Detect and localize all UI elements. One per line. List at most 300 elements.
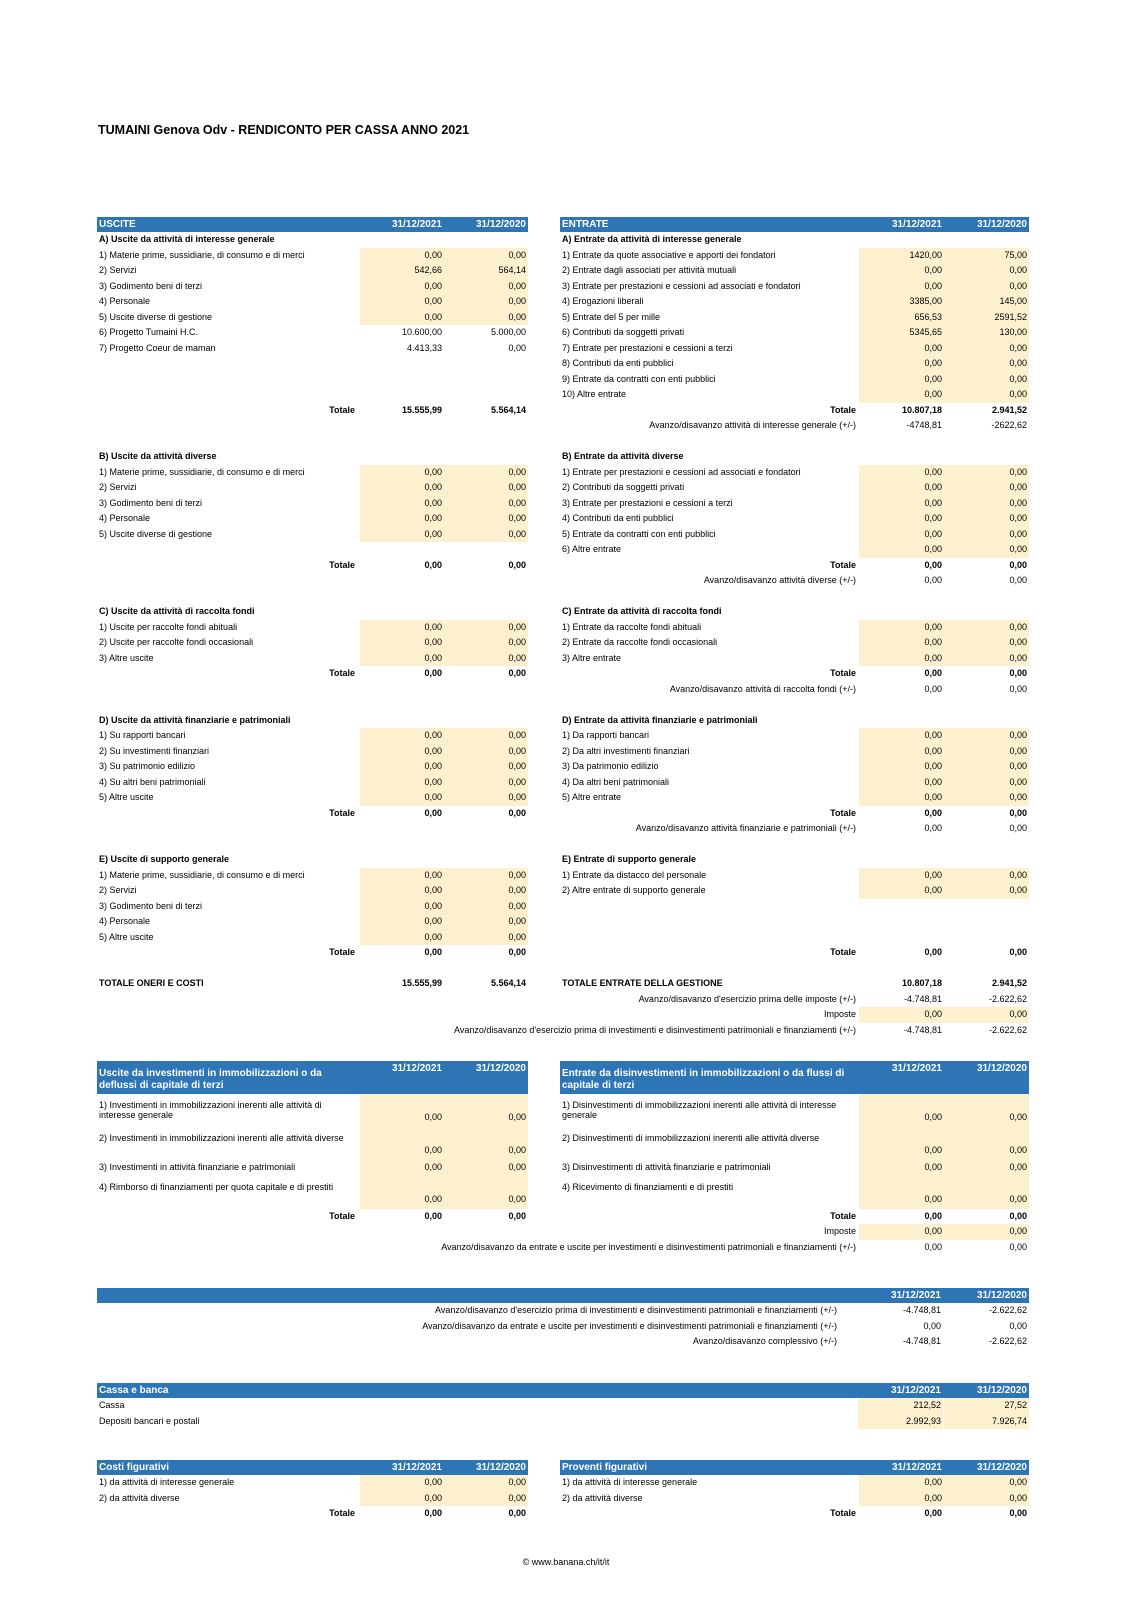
value-2021: 0,00 [859,1094,944,1127]
table-row [560,294,1029,310]
table-row [97,496,528,512]
table-row [97,713,528,729]
value-2020: 0,00 [944,1094,1029,1127]
table-row [97,744,528,760]
value-2020: 0,00 [508,1508,526,1518]
value-2021: 0,00 [360,930,444,946]
table-row [560,604,1029,620]
row-label: Totale [830,404,856,415]
value-2020: 0,00 [444,651,528,667]
row-label: 1) Entrate per prestazioni e cessioni ad associati e fondatori [562,466,801,477]
row-label: 3) Godimento beni di terzi [99,900,203,911]
value-2021: 0,00 [859,263,944,279]
row-label: Totale [830,559,856,570]
value-2020: 0,00 [944,759,1029,775]
table-row [560,790,1029,806]
table-row [560,837,1029,853]
row-label: 7) Progetto Coeur de maman [99,342,216,353]
value-2021: 0,00 [360,1160,444,1176]
row-label: 3) Su patrimonio edilizio [99,761,196,771]
table-row [97,1319,1029,1335]
row-label: 9) Entrate da contratti con enti pubblici [562,373,716,384]
row-label: 4) Erogazioni liberali [562,296,644,306]
value-2020: 0,00 [944,744,1029,760]
value-2021: 0,00 [859,1475,944,1491]
table-row [560,1127,1029,1160]
value-2021: 0,00 [859,651,944,667]
value-2021: 0,00 [859,496,944,512]
row-label: Entrate da disinvestimenti in immobilizzazioni o da flussi di capitale di terzi [562,1068,845,1091]
row-label: 7) Entrate per prestazioni e cessioni a terzi [562,342,733,353]
table-row [560,1491,1029,1507]
value-2021: 0,00 [424,1508,442,1518]
value-2020: 0,00 [944,651,1029,667]
row-label: 3) Altre entrate [562,652,622,663]
value-2020: 0,00 [508,807,526,818]
row-label: Totale [830,1508,856,1518]
value-2021: 0,00 [859,635,944,651]
row-label: Uscite da investimenti in immobilizzazioni o da deflussi di capitale di terzi [99,1068,322,1091]
row-label: 3) Entrate per prestazioni e cessioni a terzi [562,497,733,508]
value-2021: 0,00 [360,310,444,326]
table-row [97,527,528,543]
row-label: 1) Disinvestimenti di immobilizzazioni inerenti alle attività di interesse generale [562,1100,837,1120]
value-2020: 0,00 [444,883,528,899]
value-2020: 31/12/2020 [976,1290,1027,1301]
value-2021: 10.807,18 [901,978,942,988]
row-label: Avanzo/disavanzo attività finanziarie e patrimoniali (+/-) [635,823,856,833]
table-row [97,852,528,868]
table-row [560,403,1029,419]
row-label: Avanzo/disavanzo complessivo (+/-) [692,1336,837,1346]
row-label: 1) Entrate da quote associative e apporti dei fondatori [562,249,776,260]
row-label: 4) Personale [99,513,151,523]
table-row [97,449,528,465]
row-label: Depositi bancari e postali [99,1415,200,1426]
value-2021: 0,00 [859,372,944,388]
value-2021: 0,00 [424,947,442,957]
table-row [97,961,528,977]
value-2021: 0,00 [859,868,944,884]
row-label: 1) Entrate da distacco del personale [562,869,707,880]
table-header [560,217,1029,232]
value-2021: 0,00 [859,790,944,806]
row-label: 4) Contributi da enti pubblici [562,513,674,523]
value-2020: 0,00 [444,775,528,791]
row-label: 5) Altre uscite [99,792,154,802]
value-2020: 0,00 [444,1127,528,1160]
value-2021: 212,52 [858,1398,943,1414]
table-header [97,1383,1029,1398]
value-2021: 0,00 [360,465,444,481]
value-2021: 31/12/2021 [391,219,442,230]
value-2021: 0,00 [360,635,444,651]
row-label: Totale [329,1210,355,1221]
value-2020: 31/12/2020 [475,1462,526,1473]
value-2021: 15.555,99 [401,978,442,988]
value-2020: 0,00 [944,775,1029,791]
table-row [97,1414,1029,1430]
table-row [560,356,1029,372]
row-label: 2) Uscite per raccolte fondi occasionali [99,637,254,647]
row-label: 4) Ricevimento di finanziamenti e di prestiti [562,1181,734,1192]
table-row [97,1506,528,1522]
table-row [97,248,528,264]
value-2021: 0,00 [859,356,944,372]
value-2020: 0,00 [444,635,528,651]
table-row [97,341,528,357]
value-2021: 0,00 [859,1491,944,1507]
value-2020: 0,00 [444,1094,528,1127]
value-2021: 0,00 [360,527,444,543]
footer-link[interactable]: © www.banana.ch/it/it [522,1557,610,1567]
row-label: D) Uscite da attività finanziarie e patrimoniali [99,714,291,725]
table-row [97,279,528,295]
value-2021: 0,00 [424,559,442,570]
value-2021: 0,00 [859,744,944,760]
table-row [97,434,528,450]
value-2020: 0,00 [944,511,1029,527]
table-row [97,945,528,961]
value-2021: 31/12/2021 [891,219,942,230]
value-2020: 0,00 [508,342,526,353]
row-label: 2) Investimenti in immobilizzazioni inerenti alle attività diverse [99,1133,344,1143]
value-2021: 10.807,18 [901,404,942,415]
table-row [560,248,1029,264]
table-header [560,1061,1029,1094]
value-2020: 0,00 [944,1160,1029,1176]
table-row [97,914,528,930]
row-label: B) Uscite da attività diverse [99,451,217,461]
table-row [97,480,528,496]
table-row [560,1224,1029,1240]
table-row [560,372,1029,388]
table-row [97,604,528,620]
table-row [560,496,1029,512]
table-row [97,1094,528,1127]
table-row [560,387,1029,403]
table-row [97,1160,528,1176]
table-row [97,558,528,574]
value-2021: 31/12/2021 [391,1462,442,1473]
cassa-banca-table [97,1383,1029,1429]
value-2021: 3385,00 [859,294,944,310]
value-2021: 0,00 [859,1007,944,1023]
row-label: Avanzo/disavanzo attività di interesse generale (+/-) [649,420,856,430]
value-2021: 0,00 [360,1491,444,1507]
row-label: Totale [329,947,355,957]
table-row [560,589,1029,605]
row-label: Totale [329,668,355,678]
value-2021: 31/12/2021 [891,1063,942,1074]
value-2021: 0,00 [924,807,942,818]
row-label: 5) Uscite diverse di gestione [99,311,213,322]
table-row [97,775,528,791]
value-2021: 1420,00 [859,248,944,264]
value-2020: 0,00 [444,728,528,744]
row-label: Proventi figurativi [562,1462,648,1473]
value-2021: 0,00 [424,1210,442,1221]
value-2021: 0,00 [360,1094,444,1127]
value-2021: 0,00 [360,1176,444,1209]
row-label: 4) Da altri beni patrimoniali [562,776,670,787]
table-row [97,883,528,899]
row-label [97,1288,839,1303]
table-row [97,465,528,481]
value-2020: 0,00 [1009,823,1027,833]
table-row [560,527,1029,543]
row-label: Avanzo/disavanzo attività diverse (+/-) [703,575,856,585]
table-row [97,310,528,326]
table-row [560,899,1029,915]
value-2020: 564,14 [444,263,528,279]
table-row [560,930,1029,946]
table-row [97,697,528,713]
value-2020: 0,00 [944,728,1029,744]
value-2020: 0,00 [444,899,528,915]
value-2020: 0,00 [444,1176,528,1209]
row-label: Cassa e banca [99,1385,169,1396]
value-2021: 0,00 [859,1127,944,1160]
table-row [560,806,1029,822]
table-row [97,232,528,248]
table-row [97,976,528,992]
value-2020: 0,00 [944,1491,1029,1507]
value-2020: 0,00 [944,790,1029,806]
value-2020: 0,00 [444,465,528,481]
value-2021: 0,00 [859,1176,944,1209]
value-2020: 5.000,00 [490,327,526,337]
value-2020: -2.622,62 [988,1305,1027,1315]
table-row [560,1209,1029,1225]
table-row [97,372,528,388]
value-2021: 0,00 [360,620,444,636]
table-header [97,1288,1029,1303]
table-row [560,511,1029,527]
value-2020: 0,00 [444,294,528,310]
value-2020: 130,00 [944,325,1029,341]
value-2021: 31/12/2021 [890,1290,941,1301]
row-label: 5) Altre entrate [562,792,622,802]
value-2020: 5.564,14 [490,404,526,415]
table-header [560,1460,1029,1475]
value-2020: 31/12/2020 [976,1385,1027,1396]
value-2021: 31/12/2021 [891,1462,942,1473]
value-2020: 0,00 [444,759,528,775]
costi-figurativi-table [97,1460,528,1522]
value-2021: 15.555,99 [401,404,442,415]
value-2020: 0,00 [444,496,528,512]
table-row [97,511,528,527]
table-row [560,558,1029,574]
value-2020: 2591,52 [944,310,1029,326]
table-row [560,418,1029,434]
row-label: TOTALE ENTRATE DELLA GESTIONE [562,978,723,988]
table-row [560,1160,1029,1176]
value-2020: 31/12/2020 [475,219,526,230]
value-2021: 0,00 [859,1224,944,1240]
table-row [97,263,528,279]
table-row [560,1007,1029,1023]
value-2020: 0,00 [444,310,528,326]
row-label: Costi figurativi [99,1462,170,1473]
value-2020: 0,00 [1009,683,1027,694]
table-row [97,728,528,744]
value-2021: 656,53 [859,310,944,326]
value-2020: 0,00 [444,930,528,946]
value-2021: 0,00 [360,511,444,527]
value-2020: 0,00 [444,914,528,930]
table-row [97,868,528,884]
table-row [560,341,1029,357]
value-2021: 0,00 [859,1160,944,1176]
value-2020: 0,00 [1009,1508,1027,1518]
table-row [97,325,528,341]
table-row [560,651,1029,667]
table-row [560,480,1029,496]
value-2020: 0,00 [944,620,1029,636]
row-label: 3) Altre uscite [99,652,154,663]
row-label: 1) Materie prime, sussidiarie, di consumo e di merci [99,466,305,477]
row-label: 2) Contributi da soggetti privati [562,482,685,492]
value-2020: 0,00 [1009,559,1027,570]
row-label: 5) Entrate del 5 per mille [562,311,661,322]
table-row [560,728,1029,744]
value-2021: 0,00 [859,775,944,791]
table-row [97,589,528,605]
value-2020: 0,00 [1009,1320,1027,1331]
table-row [97,1127,528,1160]
value-2021: 4.413,33 [406,342,442,353]
row-label: E) Entrate di supporto generale [562,854,697,864]
value-2021: 0,00 [360,914,444,930]
value-2020: 0,00 [944,496,1029,512]
table-row [560,434,1029,450]
value-2020: 0,00 [508,947,526,957]
row-label: 1) Materie prime, sussidiarie, di consumo e di merci [99,869,305,880]
table-row [560,713,1029,729]
value-2021: 0,00 [360,294,444,310]
row-label: 1) da attività di interesse generale [562,1477,698,1487]
table-row [97,899,528,915]
table-row [97,837,528,853]
value-2021: 0,00 [924,1241,942,1252]
row-label: 6) Altre entrate [562,544,622,554]
row-label: 5) Entrate da contratti con enti pubblici [562,528,716,539]
row-label: Avanzo/disavanzo d'esercizio prima di investimenti e disinvestimenti patrimoniali e finanziamenti (+/-) [454,1024,856,1035]
value-2021: 0,00 [360,651,444,667]
value-2021: 0,00 [360,496,444,512]
value-2021: 10.600,00 [401,327,442,337]
table-row [97,1334,1029,1350]
page-title: TUMAINI Genova Odv - RENDICONTO PER CASSA ANNO 2021 [98,123,470,137]
value-2021: 0,00 [859,759,944,775]
table-row [560,821,1029,837]
table-header [97,1061,528,1094]
row-label: 8) Contributi da enti pubblici [562,358,674,368]
table-row [560,263,1029,279]
value-2021: 0,00 [360,883,444,899]
row-label: Totale [830,947,856,957]
value-2021: 0,00 [360,775,444,791]
value-2020: 31/12/2020 [976,219,1027,230]
value-2021: 0,00 [859,527,944,543]
row-label: 5) Uscite diverse di gestione [99,528,213,539]
value-2021: 0,00 [360,790,444,806]
value-2020: 0,00 [944,1007,1029,1023]
row-label: 4) Su altri beni patrimoniali [99,776,206,787]
value-2020: 0,00 [944,868,1029,884]
value-2020: 0,00 [444,1160,528,1176]
value-2021: -4748,81 [906,420,942,430]
table-row [560,697,1029,713]
value-2020: 0,00 [444,744,528,760]
value-2020: 0,00 [944,372,1029,388]
table-row [97,1209,528,1225]
row-label: A) Uscite da attività di interesse generale [99,234,275,244]
table-row [560,1475,1029,1491]
value-2020: 0,00 [944,387,1029,403]
row-label: 2) Su investimenti finanziari [99,745,210,756]
value-2020: 0,00 [508,1210,526,1221]
value-2020: 0,00 [444,511,528,527]
value-2020: 27,52 [944,1398,1029,1414]
row-label: 3) Godimento beni di terzi [99,497,203,508]
row-label: Cassa [99,1400,125,1410]
row-label: 2) Da altri investimenti finanziari [562,745,690,756]
row-label: 2) Servizi [99,482,137,492]
row-label: ENTRATE [562,219,609,230]
value-2020: -2.622,62 [988,1336,1027,1346]
value-2021: 0,00 [360,1127,444,1160]
row-label: D) Entrate da attività finanziarie e patrimoniali [562,714,758,725]
table-row [560,914,1029,930]
row-label: 1) Investimenti in immobilizzazioni inerenti alle attività di interesse generale [99,1100,322,1120]
row-label: E) Uscite di supporto generale [99,854,230,864]
table-row [560,542,1029,558]
table-row [560,1094,1029,1127]
value-2020: 0,00 [1009,807,1027,818]
row-label: 5) Altre uscite [99,931,154,942]
value-2021: 2.992,93 [858,1414,943,1430]
table-row [97,1491,528,1507]
value-2020: 0,00 [1009,575,1027,585]
value-2020: 0,00 [444,480,528,496]
row-label: 6) Progetto Tumaini H.C. [99,327,199,337]
value-2021: 0,00 [859,480,944,496]
row-label: 1) da attività di interesse generale [99,1477,235,1487]
row-label: 3) Da patrimonio edilizio [562,761,659,771]
value-2021: 0,00 [923,1320,941,1331]
value-2020: 0,00 [508,668,526,678]
value-2020: 0,00 [444,868,528,884]
value-2020: 0,00 [944,1176,1029,1209]
value-2020: 0,00 [944,341,1029,357]
table-row [97,790,528,806]
row-label: 1) Uscite per raccolte fondi abituali [99,621,238,632]
value-2021: 0,00 [859,883,944,899]
row-label: 2) da attività diverse [99,1492,180,1503]
value-2021: 0,00 [924,668,942,678]
value-2020: 0,00 [444,248,528,264]
value-2021: 0,00 [924,823,942,833]
value-2021: 0,00 [360,759,444,775]
table-row [560,465,1029,481]
row-label: 3) Investimenti in attività finanziarie e patrimoniali [99,1162,296,1172]
value-2021: 0,00 [360,868,444,884]
value-2021: -4.748,81 [902,1305,941,1315]
table-row [97,1475,528,1491]
